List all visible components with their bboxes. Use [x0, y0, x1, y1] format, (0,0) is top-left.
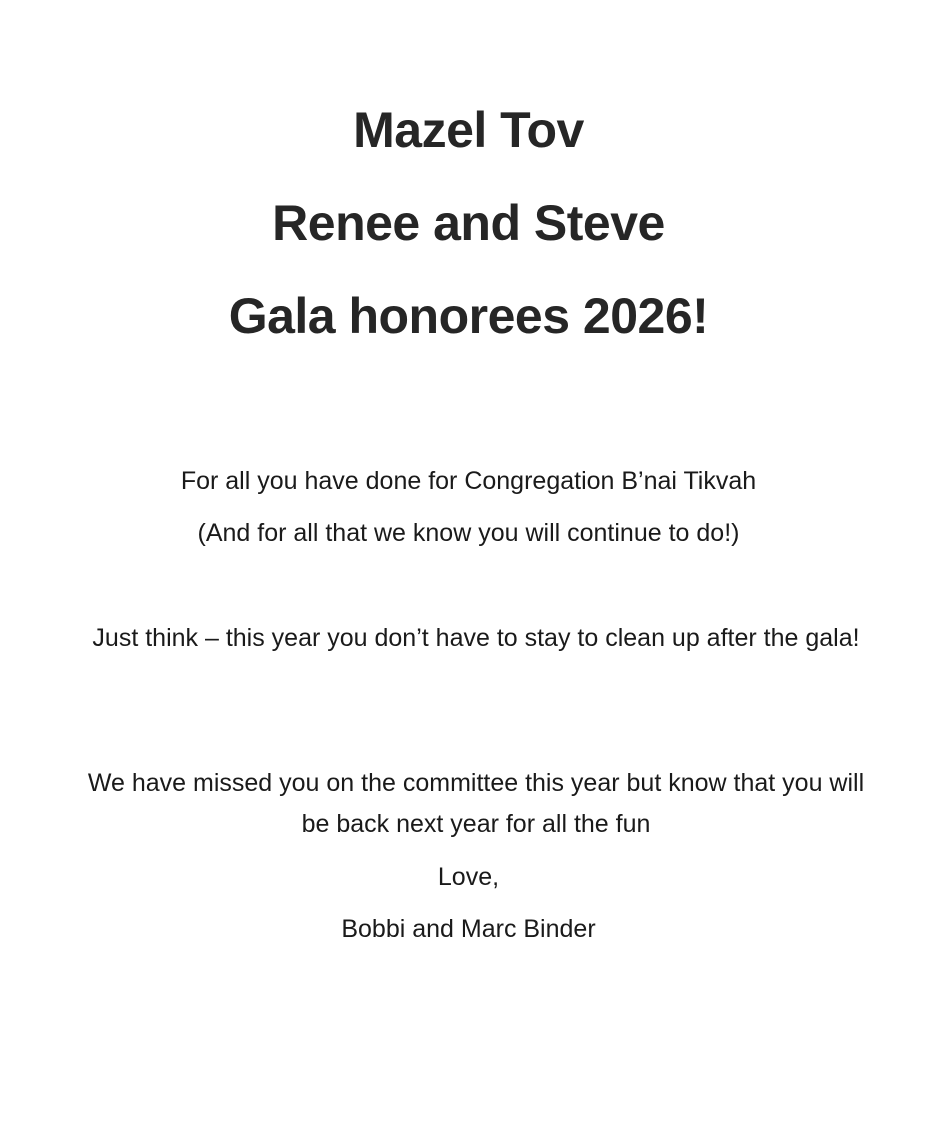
heading-line-2: Renee and Steve — [272, 195, 665, 251]
heading-line-3: Gala honorees 2026! — [228, 288, 709, 344]
closing-love: Love, — [437, 863, 500, 891]
signature: Bobbi and Marc Binder — [341, 915, 596, 943]
dedication-line-2: (And for all that we know you will continue to do!) — [197, 519, 740, 547]
dedication-line-1: For all you have done for Congregation B’nai Tikvah — [180, 467, 757, 495]
committee-paragraph: We have missed you on the committee this year but know that you will be back next year for all the fun — [87, 769, 865, 838]
cleanup-paragraph: Just think – this year you don’t have to stay to clean up after the gala! — [92, 624, 860, 652]
heading-line-1: Mazel Tov — [353, 102, 584, 158]
